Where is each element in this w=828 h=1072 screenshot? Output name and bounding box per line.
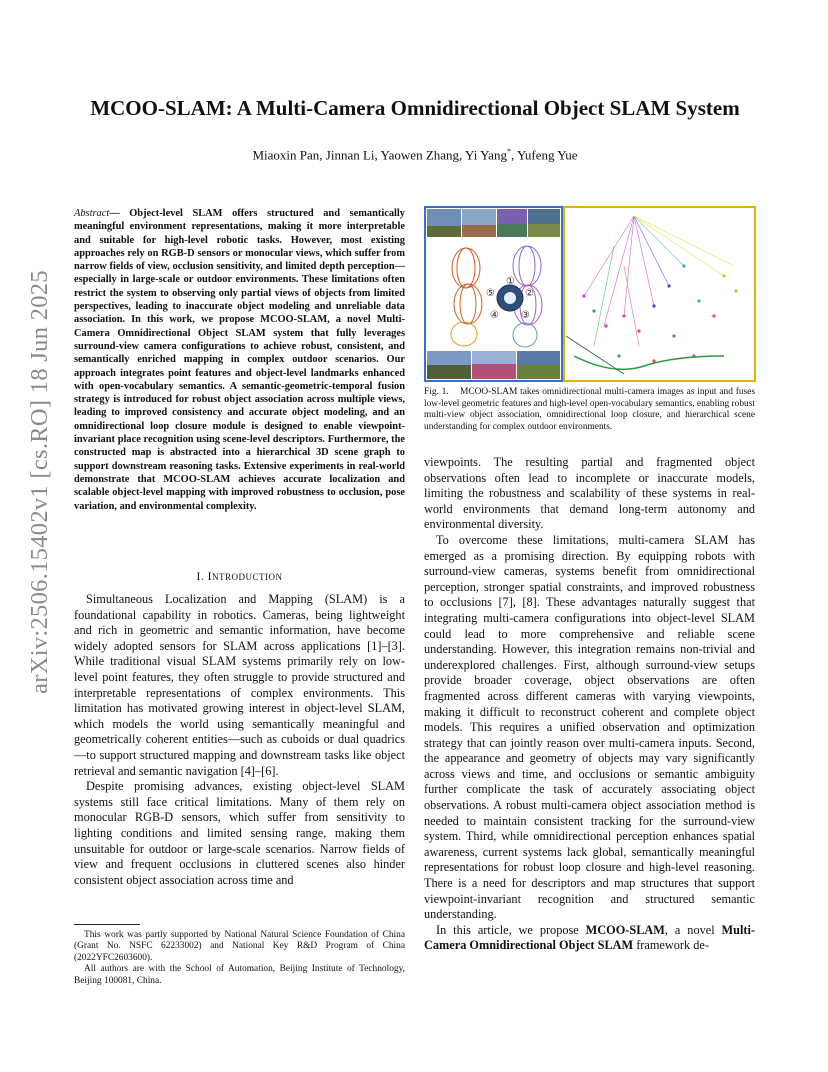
- figure-1-caption: [424, 387, 755, 433]
- text-run: In this article, we propose: [436, 922, 586, 937]
- camera-label-4: ④: [490, 310, 499, 321]
- paragraph: Despite promising advances, existing object-level SLAM systems still face critical limitations. Many of them rely on monocular RGB-D sensors, which suffer from sensitivity to lighting conditions and limited sensing range, making them unsuitable for outdoor or large-scale scenarios. Narrow fields of view and frequent occlusions in cluttered scenes also hinder consistent object association across time and: [74, 779, 405, 887]
- camera-rig-hub: [504, 292, 516, 304]
- system-name: MCOO-SLAM: [585, 922, 665, 937]
- paragraph: [424, 923, 755, 954]
- footnote-funding: This work was partly supported by National Natural Science Foundation of China (Grant No. NSFC 62233002) and National Key R&D Program of China (2022YFC2603600).: [74, 930, 405, 963]
- abstract-dash: —: [109, 208, 130, 219]
- camera-image-ground: [462, 225, 496, 237]
- camera-image-ground: [528, 224, 560, 237]
- authors-text: Miaoxin Pan, Jinnan Li, Yaowen Zhang, Yi Yang: [252, 147, 507, 163]
- paragraph: Simultaneous Localization and Mapping (SLAM) is a foundational capability in robotics. Cameras, being lightweight and rich in geometric and semantic information, have become widely adopted sensors for SLAM across applications [1]–[3]. While traditional visual SLAM systems primarily rely on low-level point features, they often struggle to provide structured and interpretable representations of complex environments. This limitation has motivated growing interest in object-level SLAM, which models the world using semantically meaningful and geometrically coherent entities—such as cuboids or dual quadrics—to support structured mapping and downstream tasks like object retrieval and semantic navigation [4]–[6].: [74, 592, 405, 778]
- arxiv-side-stamp: [22, 270, 58, 694]
- corresponding-mark: *: [506, 147, 511, 156]
- camera-label-1: ①: [506, 276, 515, 287]
- section-numeral: I.: [196, 571, 208, 583]
- section-title-initial: I: [207, 571, 212, 583]
- camera-image-ground: [427, 226, 461, 237]
- section-heading-introduction: [74, 571, 405, 583]
- camera-label-2: ②: [525, 288, 534, 299]
- arxiv-id-text: arXiv:2506.15402v1 [cs.RO] 18 Jun 2025: [26, 270, 53, 694]
- figure-1-illustration: [424, 206, 756, 382]
- abstract-text: Object-level SLAM offers structured and semantically meaningful environment representations, making it more interpretable and suitable for high-level robotic tasks. However, most existing approaches rely on RGB-D sensors or monocular views, which suffer from narrow fields of view, occlusion sensitivity, and limited depth perception—especially in large-scale or outdoor environments. These limitations often restrict the system to observing only partial views of objects from limited perspectives, leading to inaccurate object modeling and unreliable data association. In this work, we propose MCOO-SLAM, a novel Multi-Camera Omnidirectional Object SLAM system that fully leverages surround-view camera configurations to achieve robust, consistent, and semantically enriched mapping in complex outdoor scenarios. Our approach integrates point features and object-level landmarks enhanced with open-vocabulary semantics. A semantic-geometric-temporal fusion strategy is introduced for robust object association across multiple views, leading to improved consistency and accurate object modeling, and an omnidirectional loop closure module is designed to enable viewpoint-invariant place recognition using scene-level descriptors. Furthermore, the constructed map is abstracted into a hierarchical 3D scene graph to support downstream reasoning tasks. Extensive experiments in real-world demonstrate that MCOO-SLAM achieves accurate localization and scalable object-level mapping with improved robustness to occlusion, pose variation, and environmental complexity.: [74, 208, 405, 512]
- abstract: [74, 207, 405, 513]
- camera-image-ground: [472, 364, 516, 379]
- camera-image-ground: [497, 224, 527, 237]
- authors-tail: , Yufeng Yue: [510, 147, 578, 163]
- system-full-name: Multi-Camera Omnidirectional Object SLAM: [424, 922, 755, 953]
- figure-1: [424, 206, 756, 382]
- section-title-rest: NTRODUCTION: [211, 572, 283, 582]
- paper-title: MCOO-SLAM: A Multi-Camera Omnidirectional Object SLAM System: [90, 96, 740, 120]
- left-column-body: [74, 592, 405, 888]
- camera-image-ground: [427, 365, 471, 379]
- right-column-body: [424, 455, 755, 954]
- abstract-label: Abstract: [74, 208, 110, 219]
- footnotes: [74, 930, 405, 987]
- footnote-rule: [74, 924, 140, 925]
- caption-label: Fig. 1.: [424, 387, 449, 397]
- text-run: , a novel: [664, 922, 722, 937]
- text-run: framework de-: [633, 938, 709, 953]
- footnote-affiliation: All authors are with the School of Automation, Beijing Institute of Technology, Beijing 100081, China.: [74, 964, 405, 986]
- camera-label-5: ⑤: [486, 288, 495, 299]
- caption-text: MCOO-SLAM takes omnidirectional multi-camera images as input and fuses low-level geometric features and high-level open-vocabulary semantics, enabling robust multi-view object association, omnidirectional loop closure, and hierarchical scene understanding for complex outdoor environments.: [424, 387, 755, 432]
- paragraph: viewpoints. The resulting partial and fragmented object observations often lead to incomplete or inaccurate models, limiting the robustness and scalability of these systems in real-world environments that demand long-term autonomy and environmental diversity.: [424, 455, 755, 532]
- author-list: [60, 147, 770, 163]
- paragraph: To overcome these limitations, multi-camera SLAM has emerged as a promising direction. By equipping robots with surround-view cameras, systems benefit from omnidirectional perception, stronger spatial constraints, and improved robustness to occlusions [7], [8]. These advantages naturally suggest that integrating multi-camera configurations into object-level SLAM could lead to more comprehensive and reliable scene understanding. However, this integration remains non-trivial and underexplored challenges. First, although surround-view setups provide broader coverage, object observations are often fragmented across different cameras with varying viewpoints, making it difficult to reconstruct coherent and complete object models. This requires a unified observation and optimization strategy that can jointly reason over multi-camera inputs. Second, the appearance and geometry of objects may vary significantly across views and time, and occlusions or semantic ambiguity further complicate the task of accurately associating object observations. A robust multi-camera object association method is needed to maintain consistent tracking for the surround-view system. Third, while omnidirectional perception enhances spatial awareness, current systems lack global, semantically meaningful representations for robust loop closure and high-level reasoning. There is a need for descriptors and map structures that support viewpoint-invariant recognition and structured semantic understanding.: [424, 532, 755, 922]
- camera-image-ground: [517, 365, 560, 379]
- camera-label-3: ③: [521, 310, 530, 321]
